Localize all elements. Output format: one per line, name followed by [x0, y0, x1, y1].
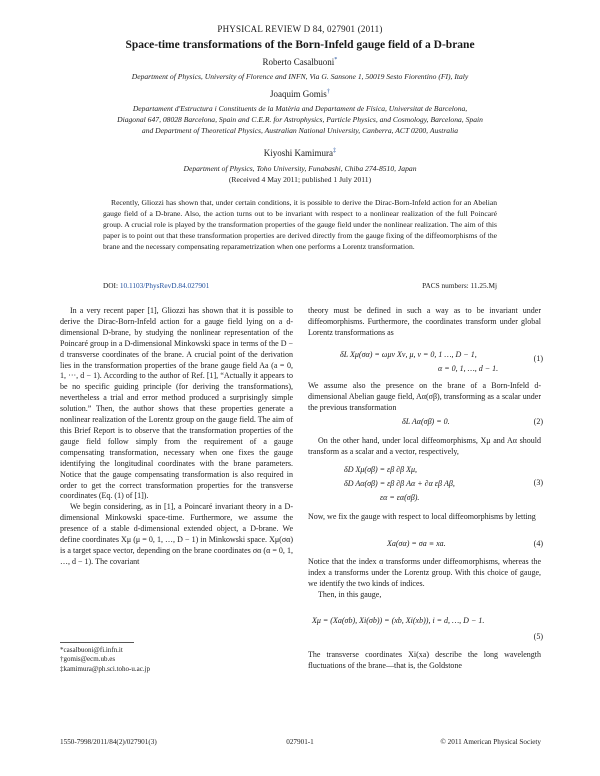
equation-3	[344, 463, 455, 505]
abstract: Recently, Gliozzi has shown that, under certain conditions, it is possible to derive the Dirac-Born-Infeld action for an Abelian gauge field of a D-brane. Also, the action turns out to be invariant with respect to a nonlinear realization of the full Poincaré group. A crucial role is played by the transformation properties of the gauge field under the nonlinear realization. The aim of this paper is to point out that these transformation properties are derived directly from the gauge fixing of the diffeomorphisms of the brane and the necessary compensating reparametrization when one performs a Lorentz transformation.	[103, 198, 497, 252]
equation-number: (1)	[533, 354, 543, 363]
body-paragraph: In a very recent paper [1], Gliozzi has shown that it is possible to derive the Dirac-Born-Infeld action for a gauge field lying on a d-dimensional D-brane, by studying the nonlinear representation of the Poincaré group in a D-dimensional Minkowski space in terms of the D − d transverse coordinates of the brane. A crucial point of the derivation lies in the transformation properties of the brane gauge field Aa (a = 0, 1, ···, d − 1). According to the author of Ref. [1], “Actually it appears to be no specific guiding principle (for deriving the transformations), nevertheless a trial and error method produced a surprisingly simple solution.” Then, the author shows that these properties generate a nonlinear realization of the Lorentz group on the gauge field. The aim of this Brief Report is to observe that the transformation properties of the gauge field follow simply from the requirement of a gauge compensating transformation, necessary when one fixes the gauge identifying the longitudinal coordinates with the brane parameters. Notice that the gauge compensating transformation is also required in order to get the correct transformation properties for the transverse coordinates (Eq. (1) of [1]).	[60, 306, 293, 501]
equation-line: α = 0, 1, …, d − 1.	[438, 364, 499, 373]
equation-number: (5)	[533, 632, 543, 641]
affiliation-line: and Department of Theoretical Physics, Australian National University, Canberra, ACT 0200, Australia	[141, 126, 459, 135]
affiliation-3	[0, 163, 600, 174]
affiliation-line: Department of Physics, University of Florence and INFN, Via G. Sansone 1, 50019 Sesto Fiorentino (FI), Italy	[131, 72, 469, 81]
footnote-rule	[60, 642, 134, 643]
equation-number: (4)	[533, 539, 543, 548]
author-3	[0, 148, 600, 158]
left-column	[60, 306, 293, 568]
affiliation-1	[0, 71, 600, 82]
equation-4: Xa(σα) = σa ≡ xa.	[387, 539, 446, 548]
equation-number: (3)	[533, 478, 543, 487]
equation-2: δL Aα(σβ) = 0.	[402, 417, 450, 426]
footnote-email[interactable]: *casalbuoni@fi.infn.it	[60, 646, 123, 654]
body-paragraph: The transverse coordinates Xi(xa) describe the long wavelength fluctuations of the brane—that is, the Goldstone	[308, 650, 541, 670]
equation-line: δD Aα(σβ) = εβ ∂β Aα + ∂α εβ Aβ,	[344, 479, 455, 488]
body-paragraph: theory must be defined in such a way as to be invariant under diffeomorphisms. Furthermore, the coordinates transform under global Lorentz transformations as	[308, 306, 541, 337]
equation-1	[340, 348, 498, 376]
right-column-p7	[308, 650, 541, 672]
doi-label: DOI:	[103, 281, 118, 290]
affiliation-line: Diagonal 647, 08028 Barcelona, Spain and C.E.R. for Astrophysics, Particle Physics, and Cosmology, Barcelona, Spain	[117, 115, 483, 124]
affiliation-2	[0, 103, 600, 136]
right-column-p5	[308, 557, 541, 601]
body-paragraph: We assume also the presence on the brane of a Born-Infeld d-dimensional Abelian gauge field, Aα(σβ), transforming as a scalar under the previous transformation	[308, 381, 541, 412]
author-name: Joaquim Gomis	[270, 89, 327, 99]
footnote-email[interactable]: †gomis@ecm.ub.es	[60, 655, 116, 664]
right-column-p2	[308, 381, 541, 414]
equation-line: δL Xμ(σα) = ωμν Xν, μ, ν = 0, 1 …, D − 1,	[340, 350, 477, 359]
doi-link[interactable]: 10.1103/PhysRevD.84.027901	[119, 281, 210, 290]
received-dates: (Received 4 May 2011; published 1 July 2011)	[228, 175, 372, 184]
footer-copyright: © 2011 American Physical Society	[440, 738, 541, 746]
footer-page-number: 027901-1	[286, 738, 314, 746]
right-column-p3	[308, 436, 541, 458]
body-paragraph: Now, we fix the gauge with respect to local diffeomorphisms by letting	[308, 512, 536, 521]
pacs-numbers: PACS numbers: 11.25.Mj	[422, 281, 497, 290]
footer-issn: 1550-7998/2011/84(2)/027901(3)	[60, 738, 157, 746]
right-column-p4	[308, 512, 541, 523]
body-paragraph: Notice that the index α transforms under diffeomorphisms, whereas the index a transforms under the Lorentz group. With this choice of gauge, we identify the two kinds of indices.	[308, 557, 541, 588]
body-paragraph: We begin considering, as in [1], a Poincaré invariant theory in a D-dimensional Minkowski space-time. Furthermore, we assume the presence of a stable d-dimensional extended object, a D-brane. We define coordinates Xμ (μ = 0, 1, …, D − 1) in Minkowski space. Xμ(σα) is a target space vector, depending on the brane coordinates σα (α = 0, 1, …, d − 1). The covariant	[60, 502, 293, 566]
author-mark[interactable]: *	[334, 56, 338, 63]
author-1	[0, 57, 600, 67]
equation-5: Xμ = (Xa(σb), Xi(σb)) = (xb, Xi(xb)), i = d, …, D − 1.	[312, 616, 485, 625]
author-name: Roberto Casalbuoni	[262, 57, 335, 67]
author-name: Kiyoshi Kamimura	[263, 148, 334, 158]
journal-header: PHYSICAL REVIEW D 84, 027901 (2011)	[217, 24, 383, 34]
equation-line: δD Xμ(σβ) = εβ ∂β Xμ,	[344, 465, 418, 474]
paper-title: Space-time transformations of the Born-Infeld gauge field of a D-brane	[125, 39, 475, 51]
right-column-p1	[308, 306, 541, 339]
footnote-email[interactable]: ‡kamimura@ph.sci.toho-u.ac.jp	[60, 664, 151, 673]
body-paragraph: On the other hand, under local diffeomorphisms, Xμ and Aα should transform as a scalar and a vector, respectively,	[308, 436, 541, 456]
equation-line: εα = εα(σβ).	[380, 493, 420, 502]
author-2	[0, 89, 600, 99]
doi-line	[103, 281, 209, 290]
author-mark[interactable]: ‡	[333, 147, 337, 154]
affiliation-line: Departament d'Estructura i Constituents de la Matèria and Departament de Física, Universitat de Barcelona,	[132, 104, 468, 113]
footnotes	[60, 646, 150, 674]
affiliation-line: Department of Physics, Toho University, Funabashi, Chiba 274-8510, Japan	[183, 164, 417, 173]
equation-number: (2)	[533, 417, 543, 426]
body-paragraph: Then, in this gauge,	[318, 589, 382, 599]
author-mark[interactable]: †	[326, 88, 330, 95]
